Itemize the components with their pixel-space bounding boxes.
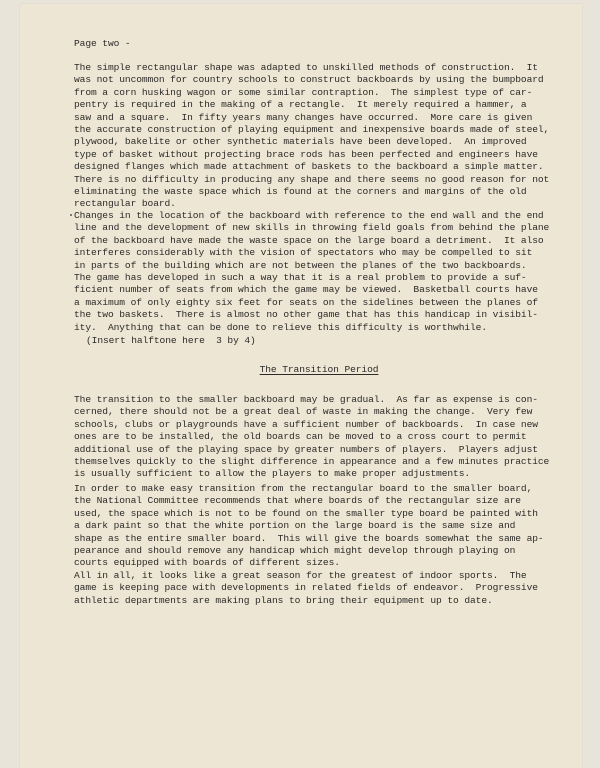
text-line: was not uncommon for country schools to construct backboards by using the bumpboard [74,74,544,86]
text-line: ones are to be installed, the old boards can be moved to a cross court to permit [74,431,527,443]
text-line: schools, clubs or playgrounds have a sufficient number of backboards. In case new [74,418,538,430]
text-line: rectangular board. [74,198,176,210]
text-line: cerned, there should not be a great deal of waste in making the change. Very few [74,406,533,418]
text-line: the two baskets. There is almost no other game that has this handicap in visibil- [74,309,538,321]
text-line: type of basket without projecting brace rods has been perfected and engineers have [74,148,538,160]
text-line: shape as the entire smaller board. This will give the boards somewhat the same ap- [74,532,544,544]
text-line: designed flanges which made attachment of baskets to the backboard a simple matter. [74,161,544,173]
text-line: The transition to the smaller backboard may be gradual. As far as expense is con- [74,394,538,405]
section-heading: The Transition Period [259,364,379,375]
text-line: used, the space which is not to be found on the smaller type board be painted with [74,507,538,519]
text-line: the accurate construction of playing equipment and inexpensive boards made of steel, [74,123,550,135]
text-line: pearance and should remove any handicap which might develop through playing on [74,544,516,556]
text-line: is usually sufficient to allow the players to make proper adjustments. [74,468,471,480]
margin-mark [70,214,72,216]
text-line: interferes considerably with the vision of spectators who may be compelled to sit [74,247,533,259]
section-heading-wrapper [74,364,564,378]
insert-halftone-note: (Insert halftone here 3 by 4) [86,335,256,346]
text-line: from a corn husking wagon or some similar contraption. The simplest type of car- [74,86,533,98]
text-line: The game has developed in such a way that it is a real problem to provide a suf- [74,271,527,283]
text-line: of the backboard have made the waste space on the large board a detriment. It also [74,234,544,246]
text-line: saw and a square. In fifty years many changes have occurred. More care is given [74,111,533,123]
text-line: additional use of the playing space by greater numbers of players. Players adjust [74,443,538,455]
paragraph-transition [74,394,564,481]
text-line: courts equipped with boards of different sizes. [74,557,340,569]
text-line: the National Committee recommends that where boards of the rectangular size are [74,495,521,507]
page-header: Page two - [74,38,131,49]
text-line: game is keeping pace with developments in related fields of endeavor. Progressive [74,582,538,594]
text-line: The simple rectangular shape was adapted to unskilled methods of construction. It [74,62,538,73]
text-line: athletic departments are making plans to bring their equipment up to date. [74,594,493,606]
text-line: ficient number of seats from which the game may be viewed. Basketball courts have [74,284,538,296]
text-line: In order to make easy transition from the rectangular board to the smaller board, [74,483,533,494]
text-line: in parts of the building which are not between the planes of the two backboards. [74,259,527,271]
paragraph-conclusion [74,570,564,607]
text-line: All in all, it looks like a great season for the greatest of indoor sports. The [74,570,527,581]
text-line: pentry is required in the making of a rectangle. It merely required a hammer, a [74,99,527,111]
text-line: Changes in the location of the backboard with reference to the end wall and the end [74,210,544,221]
paragraph-backboard-shape [74,62,564,211]
text-line: plywood, bakelite or other synthetic materials have been developed. An improved [74,136,527,148]
text-line: a maximum of only eighty six feet for seats on the sidelines between the planes of [74,296,538,308]
paragraph-spectator-vision [74,210,564,334]
text-line: themselves quickly to the slight difference in appearance and a few minutes practice [74,455,550,467]
text-line: ity. Anything that can be done to relieve this difficulty is worthwhile. [74,321,487,333]
text-line: a dark paint so that the white portion on the large board is the same size and [74,520,516,532]
document-page [20,4,582,768]
text-line: eliminating the waste space which is found at the corners and margins of the old [74,185,527,197]
text-line: There is no difficulty in producing any shape and there seems no good reason for not [74,173,550,185]
paragraph-national-committee [74,483,564,570]
text-line: line and the development of new skills in throwing field goals from behind the plane [74,222,550,234]
